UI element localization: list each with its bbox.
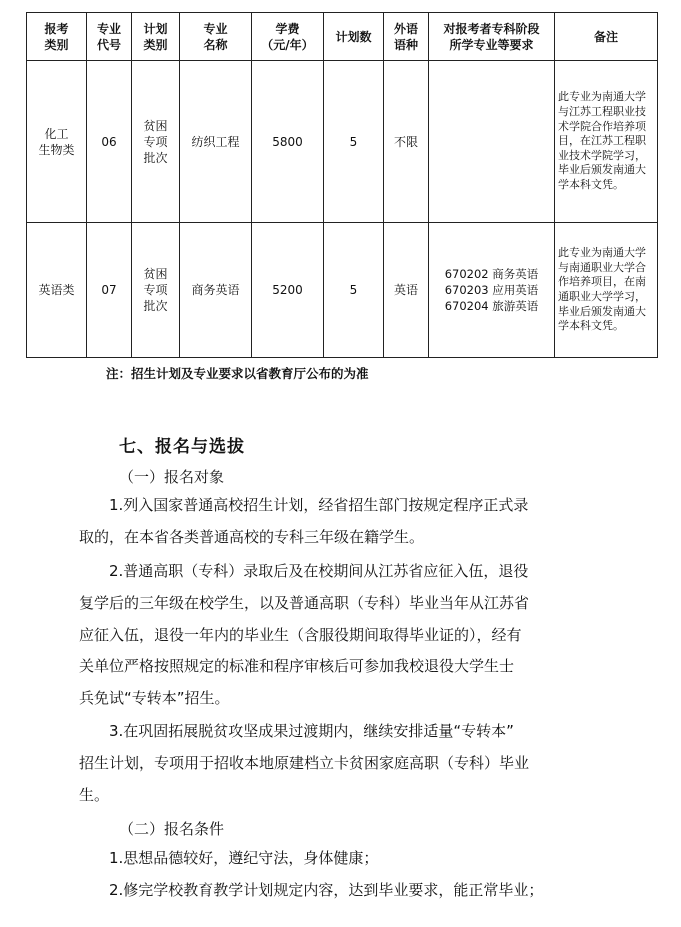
cell-count: 5 xyxy=(324,223,384,358)
table-row xyxy=(27,223,658,358)
text-line: 取的，在本省各类普通高校的专科三年级在籍学生。 xyxy=(79,527,425,546)
paragraph-2 xyxy=(79,556,607,715)
header-major: 专业 名称 xyxy=(180,13,252,61)
cell-code: 07 xyxy=(87,223,132,358)
header-category: 报考 类别 xyxy=(27,13,87,61)
table-row xyxy=(27,61,658,223)
cell-code: 06 xyxy=(87,61,132,223)
text-line: 复学后的三年级在校学生，以及普通高职（专科）毕业当年从江苏省 xyxy=(79,593,530,612)
paragraph-3 xyxy=(79,716,607,811)
text-line: 1.思想品德较好，遵纪守法，身体健康； xyxy=(109,849,379,867)
cell-fee: 5200 xyxy=(252,223,324,358)
cell-plan-type: 贫困 专项 批次 xyxy=(132,223,180,358)
header-fee: 学费 （元/年） xyxy=(252,13,324,61)
cell-requirement: 670202 商务英语 670203 应用英语 670204 旅游英语 xyxy=(429,223,555,358)
cell-note: 此专业为南通大学与江苏工程职业技术学院合作培养项目，在江苏工程职业技术学院学习，毕业后颁发南通大学本科文凭。 xyxy=(555,61,658,223)
header-plan-type: 计划 类别 xyxy=(132,13,180,61)
enrollment-plan-table xyxy=(26,12,658,358)
paragraph-conditions xyxy=(79,843,607,907)
cell-language: 不限 xyxy=(384,61,429,223)
text-line: 1.列入国家普通高校招生计划，经省招生部门按规定程序正式录 xyxy=(109,496,529,514)
cell-category: 英语类 xyxy=(27,223,87,358)
text-line: 应征入伍，退役一年内的毕业生（含服役期间取得毕业证的），经有 xyxy=(79,625,522,644)
cell-note: 此专业为南通大学与南通职业大学合作培养项目，在南通职业大学学习，毕业后颁发南通大学本科文凭。 xyxy=(555,223,658,358)
cell-category: 化工 生物类 xyxy=(27,61,87,223)
header-requirement: 对报考者专科阶段 所学专业等要求 xyxy=(429,13,555,61)
cell-fee: 5800 xyxy=(252,61,324,223)
cell-language: 英语 xyxy=(384,223,429,358)
header-count: 计划数 xyxy=(324,13,384,61)
text-line: 2.修完学校教育教学计划规定内容，达到毕业要求，能正常毕业； xyxy=(109,880,544,899)
header-note: 备注 xyxy=(555,13,658,61)
cell-major: 商务英语 xyxy=(180,223,252,358)
subsection-title-eligibility: （一）报名对象 xyxy=(119,468,225,486)
cell-major: 纺织工程 xyxy=(180,61,252,223)
table-header-row xyxy=(27,13,658,61)
text-line: 3.在巩固拓展脱贫攻坚成果过渡期内，继续安排适量“专转本” xyxy=(109,722,514,740)
header-language: 外语 语种 xyxy=(384,13,429,61)
section-title: 七、报名与选拔 xyxy=(119,437,245,457)
subsection-title-conditions: （二）报名条件 xyxy=(119,820,225,838)
text-line: 2.普通高职（专科）录取后及在校期间从江苏省应征入伍，退役 xyxy=(109,562,529,580)
cell-count: 5 xyxy=(324,61,384,223)
cell-plan-type: 贫困 专项 批次 xyxy=(132,61,180,223)
table-footnote: 注：招生计划及专业要求以省教育厅公布的为准 xyxy=(106,366,369,381)
text-line: 关单位严格按照规定的标准和程序审核后可参加我校退役大学生士 xyxy=(79,657,515,676)
text-line: 招生计划，专项用于招收本地原建档立卡贫困家庭高职（专科）毕业 xyxy=(79,753,530,772)
header-code: 专业 代号 xyxy=(87,13,132,61)
text-line: 兵免试“专转本”招生。 xyxy=(79,689,230,708)
text-line: 生。 xyxy=(79,785,110,804)
cell-requirement xyxy=(429,61,555,223)
paragraph-1 xyxy=(79,490,607,554)
